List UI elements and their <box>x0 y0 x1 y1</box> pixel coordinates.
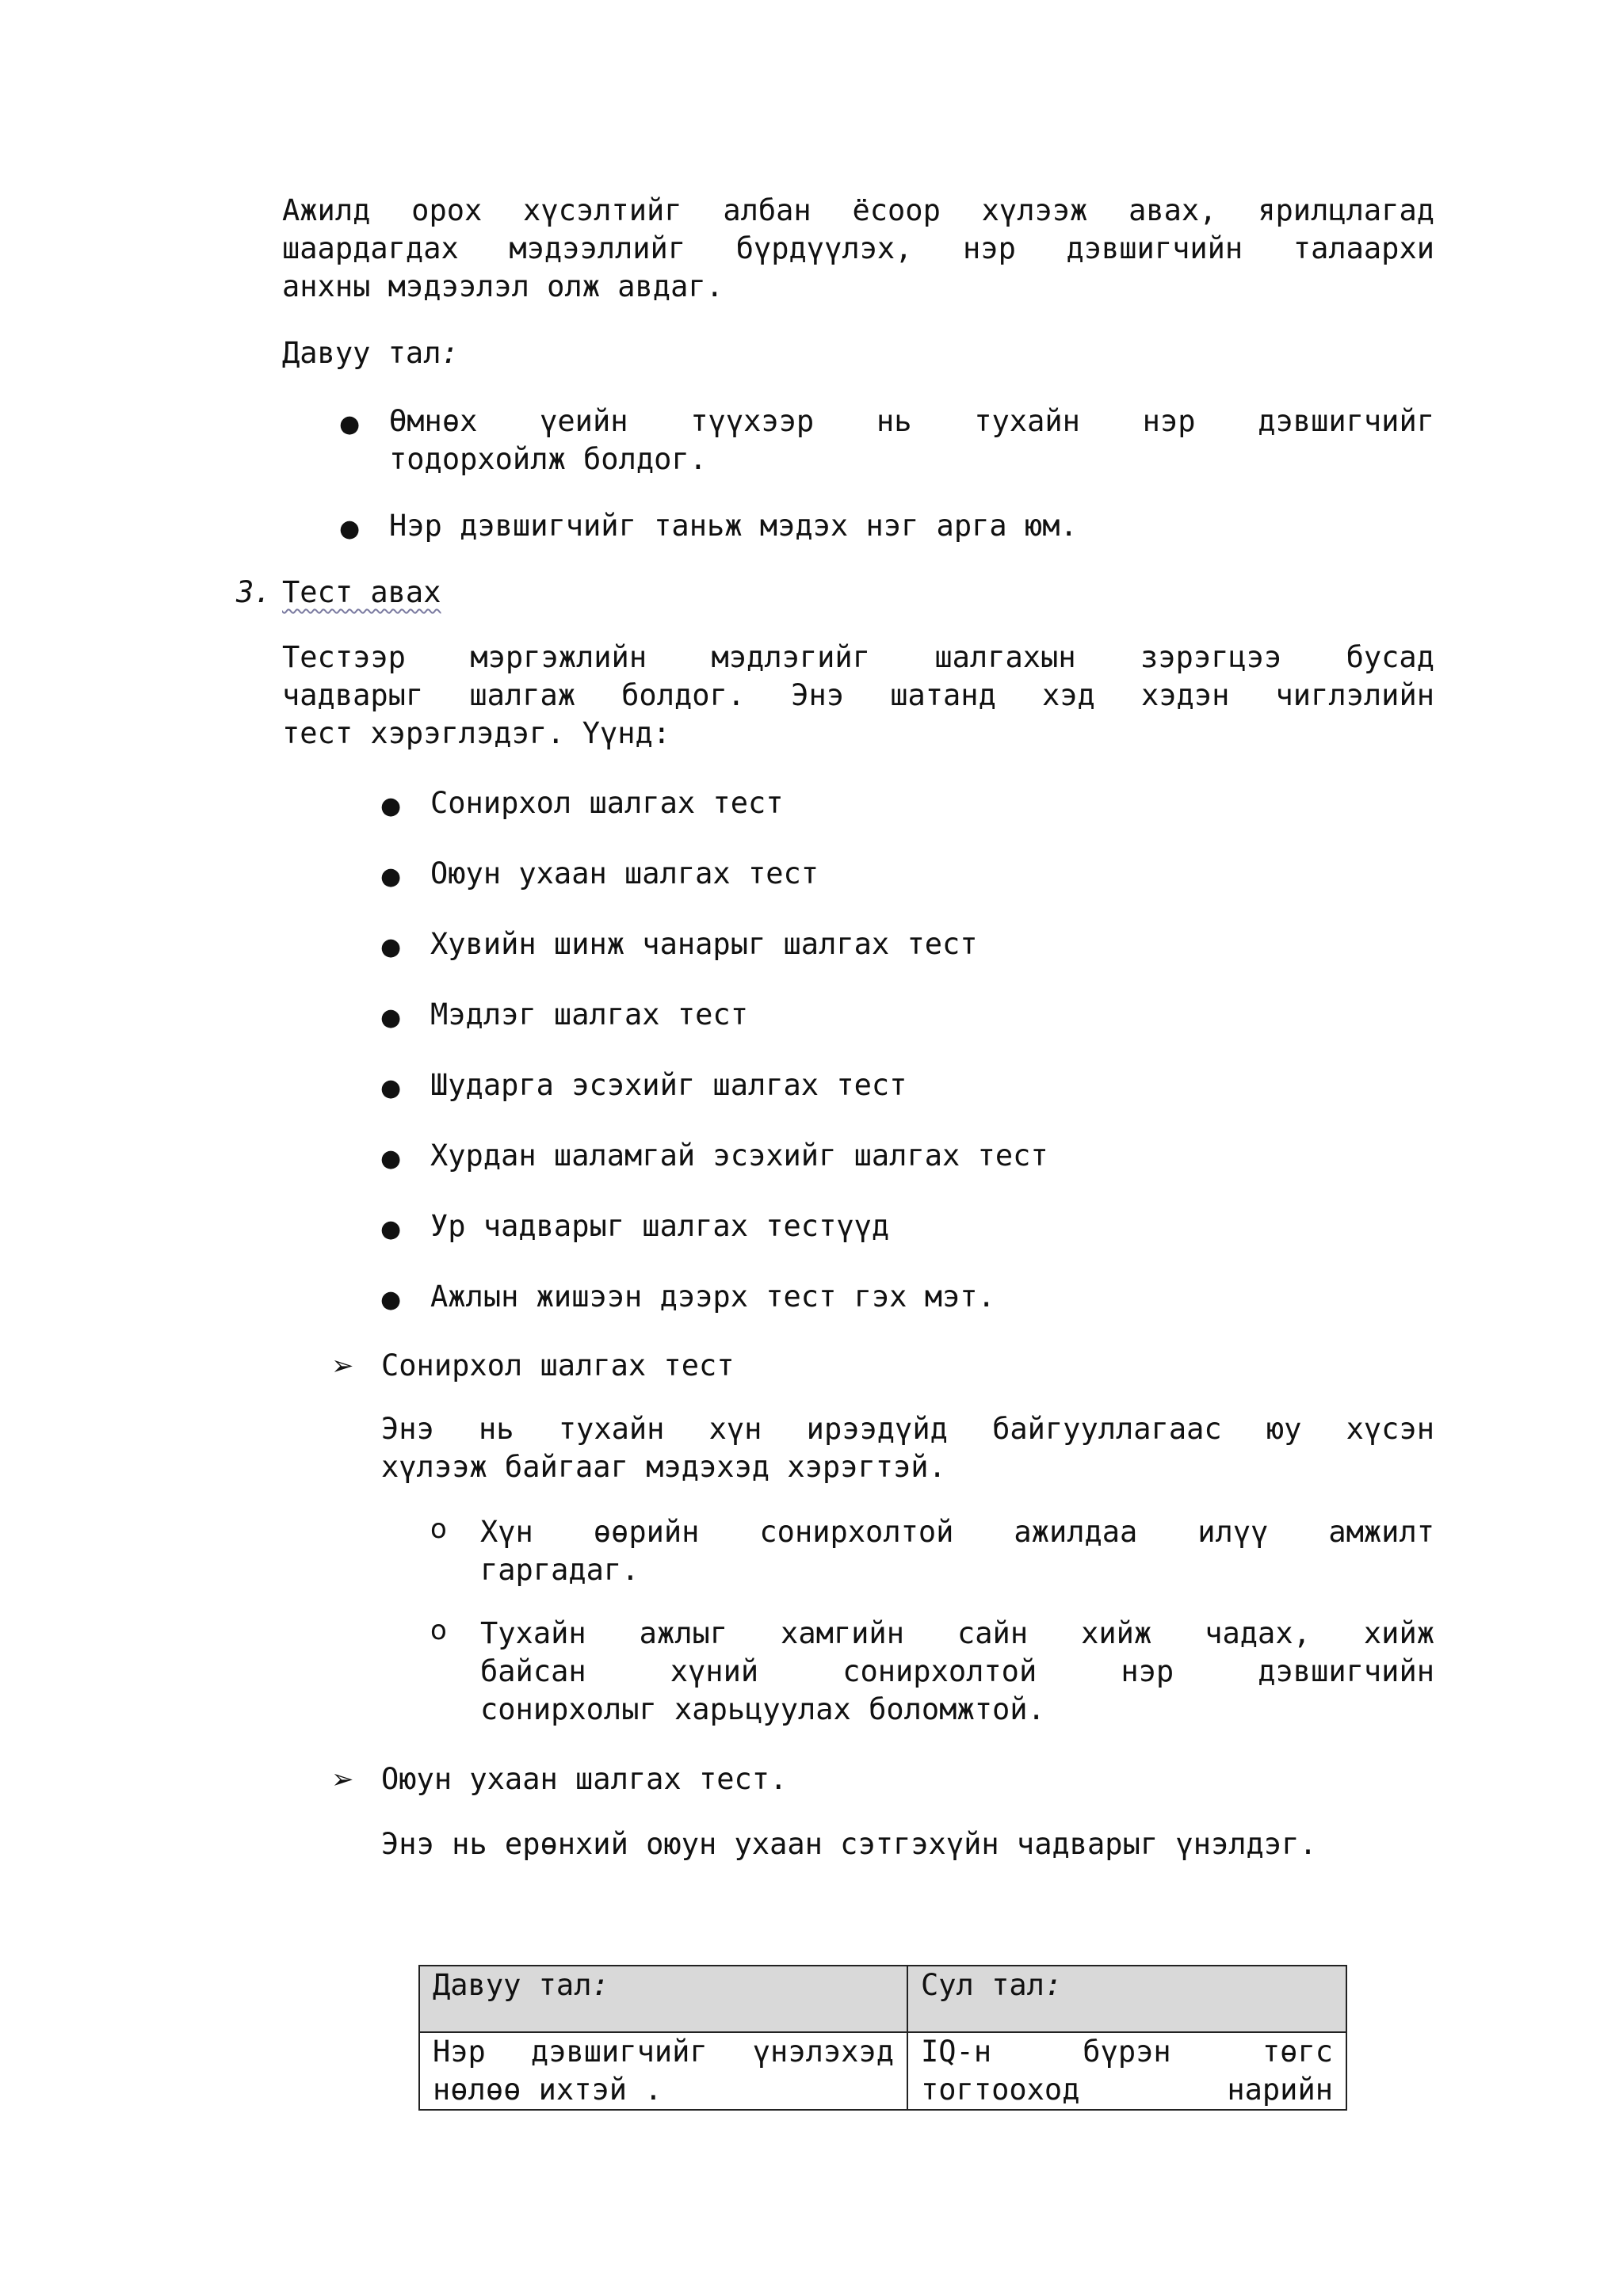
iq-test-paragraph: Энэ нь ерөнхий оюун ухаан сэтгэхүйн чадварыг үнэлдэг. <box>381 1827 1317 1861</box>
test-list-item: Ур чадварыг шалгах тестүүд <box>430 1209 890 1243</box>
intro-line: Ажилд орох хүсэлтийг албан ёсоор хүлээж авах, ярилцлагад <box>282 193 1434 227</box>
section3-line: тест хэрэглэдэг. Үүнд: <box>282 716 671 750</box>
bullet-icon: ● <box>380 1145 402 1173</box>
section3-line: Тестээр мэргэжлийн мэдлэгийг шалгахын зэрэгцээ бусад <box>282 640 1434 674</box>
bullet-icon: ● <box>380 1215 402 1243</box>
interest-test-paragraph <box>381 1410 1434 1486</box>
table-cell-cons: IQ-н бүрэн төгс тогтооход нарийн <box>907 2032 1346 2110</box>
section3-paragraph <box>282 639 1434 753</box>
circle-bullet-icon: o <box>430 1615 447 1646</box>
bullet-icon: ● <box>339 515 361 543</box>
table-header-row <box>419 1966 1346 2032</box>
section3-line: чадварыг шалгаж болдог. Энэ шатанд хэд хэдэн чиглэлийн <box>282 678 1434 712</box>
intro-paragraph <box>282 192 1434 306</box>
intro-line: анхны мэдээлэл олж авдаг. <box>282 269 724 303</box>
bullet-icon: ● <box>339 410 361 438</box>
interest-point-line: байсан хүний сонирхолтой нэр дэвшигчийн <box>480 1654 1434 1688</box>
interest-point <box>480 1513 1434 1589</box>
arrow-bullet-icon: ➢ <box>331 1350 354 1382</box>
section-title: Тест авах <box>282 575 441 609</box>
pros-cons-table <box>418 1965 1347 2111</box>
interest-line: Энэ нь тухайн хүн ирээдүйд байгууллагаас юу хүсэн <box>381 1412 1434 1446</box>
test-list-item: Ажлын жишээн дээрх тест гэх мэт. <box>430 1280 995 1314</box>
section-number: 3. <box>236 575 272 609</box>
bullet-icon: ● <box>380 1286 402 1314</box>
test-list-item: Хувийн шинж чанарыг шалгах тест <box>430 927 978 961</box>
test-list-item: Оюун ухаан шалгах тест <box>430 856 819 891</box>
advantage-item: Нэр дэвшигчийг таньж мэдэх нэг арга юм. <box>389 509 1078 543</box>
interest-point-line: Хүн өөрийн сонирхолтой ажилдаа илүү амжилт <box>480 1515 1434 1549</box>
interest-point-line: гаргадаг. <box>480 1553 640 1587</box>
test-list-item: Сонирхол шалгах тест <box>430 786 784 820</box>
test-list-item: Мэдлэг шалгах тест <box>430 997 748 1032</box>
test-list-item: Шударга эсэхийг шалгах тест <box>430 1068 907 1102</box>
bullet-icon: ● <box>380 1004 402 1032</box>
table-header-pros: Давуу тал: <box>419 1966 907 2032</box>
advantage-line: тодорхойлж болдог. <box>389 442 707 476</box>
interest-point-line: сонирхолыг харьцуулах боломжтой. <box>480 1692 1045 1726</box>
interest-point <box>480 1615 1434 1729</box>
intro-line: шаардагдах мэдээллийг бүрдүүлэх, нэр дэвшигчийн талаархи <box>282 231 1434 265</box>
arrow-bullet-icon: ➢ <box>331 1764 354 1795</box>
bullet-icon: ● <box>380 1074 402 1102</box>
advantage-item <box>389 402 1434 479</box>
advantage-line: Өмнөх үеийн түүхээр нь тухайн нэр дэвшигчийг <box>389 404 1434 438</box>
bullet-icon: ● <box>380 933 402 961</box>
interest-test-heading: Сонирхол шалгах тест <box>381 1348 735 1383</box>
advantages-heading: Давуу тал: <box>282 336 459 370</box>
table-cell-pros: Нэр дэвшигчийг үнэлэхэд нөлөө ихтэй . <box>419 2032 907 2110</box>
iq-test-heading: Оюун ухаан шалгах тест. <box>381 1762 788 1796</box>
interest-point-line: Тухайн ажлыг хамгийн сайн хийж чадах, хийж <box>480 1616 1434 1650</box>
test-list-item: Хурдан шаламгай эсэхийг шалгах тест <box>430 1138 1048 1173</box>
interest-line: хүлээж байгааг мэдэхэд хэрэгтэй. <box>381 1450 946 1484</box>
table-header-cons: Сул тал: <box>907 1966 1346 2032</box>
bullet-icon: ● <box>380 792 402 820</box>
bullet-icon: ● <box>380 863 402 891</box>
circle-bullet-icon: o <box>430 1513 447 1545</box>
table-row <box>419 2032 1346 2110</box>
